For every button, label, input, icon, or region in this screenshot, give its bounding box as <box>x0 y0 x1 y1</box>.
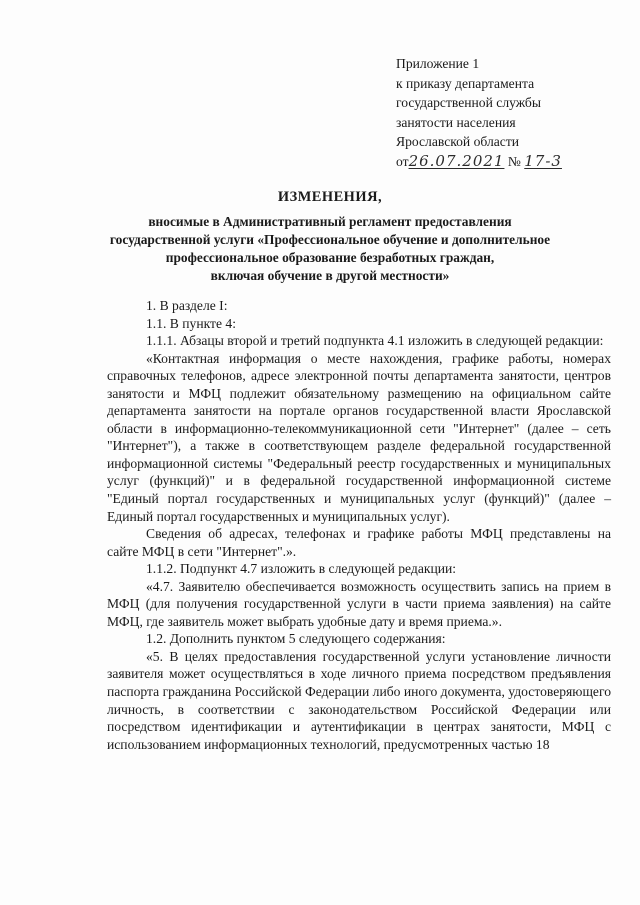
document-title <box>60 188 600 285</box>
paragraph-1-1-2: 1.1.2. Подпункт 4.7 изложить в следующей редакции: <box>146 561 457 577</box>
paragraph-1-1-1: 1.1.1. Абзацы второй и третий подпункта 4.1 изложить в следующей редакции: <box>146 333 604 349</box>
appendix-line-1: Приложение 1 <box>396 56 480 71</box>
title-line-1: вносимые в Административный регламент предоставления <box>148 214 512 229</box>
order-date-number <box>396 152 562 172</box>
paragraph-section-1: 1. В разделе I: <box>146 298 228 313</box>
title-main: ИЗМЕНЕНИЯ, <box>277 189 383 205</box>
appendix-line-4: занятости населения <box>396 114 516 130</box>
paragraph-1-1: 1.1. В пункте 4: <box>146 315 236 331</box>
document-body <box>107 297 611 753</box>
paragraph-5: «5. В целях предоставления государственной услуги установление личности заявителя может осуществляться в ходе личного приема посредством предъявления паспорта гражданина Российской Федерации либо иного документа, удостоверяющего личность, в соответствии с законодательством Российской Федерации или посредством идентификации и аутентификации в центрах занятости, МФЦ с использованием информационных технологий, предусмотренных частью 18 <box>107 648 611 752</box>
paragraph-contact-info: «Контактная информация о месте нахождения, графике работы, номерах справочных телефонов, адресе электронной почты департамента занятости, центров занятости и МФЦ подлежит обязательному размещению на официальном сайте департамента занятости на портале органов государственной власти Ярославской области в информационно-телекоммуникационной сети "Интернет" (далее – сеть "Интернет"), а также в соответствующем разделе федеральной государственной информационной системы "Федеральный реестр государственных и муниципальных услуг (функций)" и в федеральной государственной информационной системе "Единый портал государственных и муниципальных услуг (функций)" (далее – Единый портал государственных и муниципальных услуг). <box>107 350 611 524</box>
appendix-block <box>396 54 562 172</box>
number-prefix: № <box>507 153 521 169</box>
title-line-4: включая обучение в другой местности» <box>210 268 450 283</box>
order-date: 26.07.2021 <box>408 151 505 170</box>
title-line-2: государственной услуги «Профессиональное обучение и дополнительное <box>109 232 551 247</box>
date-prefix: от <box>396 153 409 169</box>
appendix-line-3: государственной службы <box>396 95 541 111</box>
title-line-3: профессиональное образование безработных граждан, <box>165 250 495 265</box>
appendix-line-2: к приказу департамента <box>396 75 535 91</box>
paragraph-mfc-info: Сведения об адресах, телефонах и графике работы МФЦ представлены на сайте МФЦ в сети "Интернет".». <box>107 526 611 559</box>
order-number: 17-3 <box>524 151 562 170</box>
paragraph-4-7: «4.7. Заявителю обеспечивается возможность осуществить запись на прием в МФЦ (для получения государственной услуги в части приема заявления) на сайте МФЦ, где заявитель может выбрать удобные дату и время приема.». <box>107 578 611 629</box>
appendix-line-5: Ярославской области <box>396 134 520 150</box>
paragraph-1-2: 1.2. Дополнить пунктом 5 следующего содержания: <box>146 631 446 647</box>
